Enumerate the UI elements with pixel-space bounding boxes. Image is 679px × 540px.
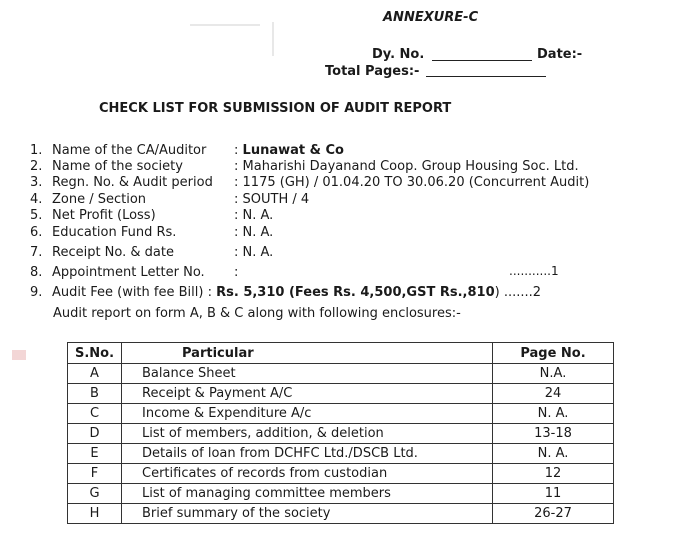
table-row — [68, 444, 614, 464]
scan-artifact — [272, 22, 274, 56]
sno-cell: D — [68, 424, 122, 444]
table-row — [68, 504, 614, 524]
page-no-cell: N. A. — [493, 444, 614, 464]
document-title: CHECK LIST FOR SUBMISSION OF AUDIT REPORT — [99, 101, 452, 116]
scan-artifact — [12, 350, 26, 360]
total-pages-blank — [426, 76, 546, 77]
table-header-row — [68, 343, 614, 364]
sno-cell: G — [68, 484, 122, 504]
list-item: 3. Regn. No. & Audit period : 1175 (GH) / 01.04.20 TO 30.06.20 (Concurrent Audit) — [30, 175, 590, 190]
particular-cell: Certificates of records from custodian — [122, 464, 493, 484]
particular-cell: Balance Sheet — [122, 364, 493, 384]
page-no-cell: N. A. — [493, 404, 614, 424]
list-item: 9. Audit Fee (with fee Bill) : Rs. 5,310 (Fees Rs. 4,500,GST Rs.,810) .......2 — [30, 285, 542, 300]
scan-artifact — [190, 24, 260, 26]
table-row — [68, 384, 614, 404]
checklist-table — [67, 342, 614, 524]
sno-cell: C — [68, 404, 122, 424]
table-row — [68, 424, 614, 444]
page-no-cell: 11 — [493, 484, 614, 504]
page-no-cell: 13-18 — [493, 424, 614, 444]
col-header-page-no: Page No. — [493, 343, 614, 364]
page-no-cell: 12 — [493, 464, 614, 484]
date-label: Date:- — [537, 47, 583, 62]
particular-cell: Details of loan from DCHFC Ltd./DSCB Ltd. — [122, 444, 493, 464]
annexure-label: ANNEXURE-C — [383, 10, 479, 25]
sno-cell: E — [68, 444, 122, 464]
list-item: 5. Net Profit (Loss) : N. A. — [30, 208, 274, 223]
list-item: 8. Appointment Letter No. : — [30, 265, 239, 280]
particular-cell: List of members, addition, & deletion — [122, 424, 493, 444]
sno-cell: F — [68, 464, 122, 484]
col-header-sno: S.No. — [68, 343, 122, 364]
dy-no-label: Dy. No. — [372, 47, 425, 62]
table-row — [68, 484, 614, 504]
particular-cell: Receipt & Payment A/C — [122, 384, 493, 404]
total-pages-label: Total Pages:- — [325, 64, 420, 79]
table-row — [68, 364, 614, 384]
list-item: 2. Name of the society : Maharishi Dayanand Coop. Group Housing Soc. Ltd. — [30, 159, 579, 174]
sno-cell: B — [68, 384, 122, 404]
dy-no-blank — [432, 60, 532, 61]
sno-cell: H — [68, 504, 122, 524]
list-item: 4. Zone / Section : SOUTH / 4 — [30, 192, 310, 207]
appointment-page-ref: ...........1 — [509, 264, 559, 278]
table-row — [68, 404, 614, 424]
list-item: 6. Education Fund Rs. : N. A. — [30, 225, 274, 240]
particular-cell: Income & Expenditure A/c — [122, 404, 493, 424]
particular-cell: Brief summary of the society — [122, 504, 493, 524]
particular-cell: List of managing committee members — [122, 484, 493, 504]
list-item: 1. Name of the CA/Auditor : Lunawat & Co — [30, 143, 344, 158]
page-no-cell: N.A. — [493, 364, 614, 384]
enclosures-text: Audit report on form A, B & C along with following enclosures:- — [53, 306, 461, 321]
table-row — [68, 464, 614, 484]
page-no-cell: 26-27 — [493, 504, 614, 524]
list-item: 7. Receipt No. & date : N. A. — [30, 245, 274, 260]
col-header-particular: Particular — [122, 343, 493, 364]
page-no-cell: 24 — [493, 384, 614, 404]
sno-cell: A — [68, 364, 122, 384]
